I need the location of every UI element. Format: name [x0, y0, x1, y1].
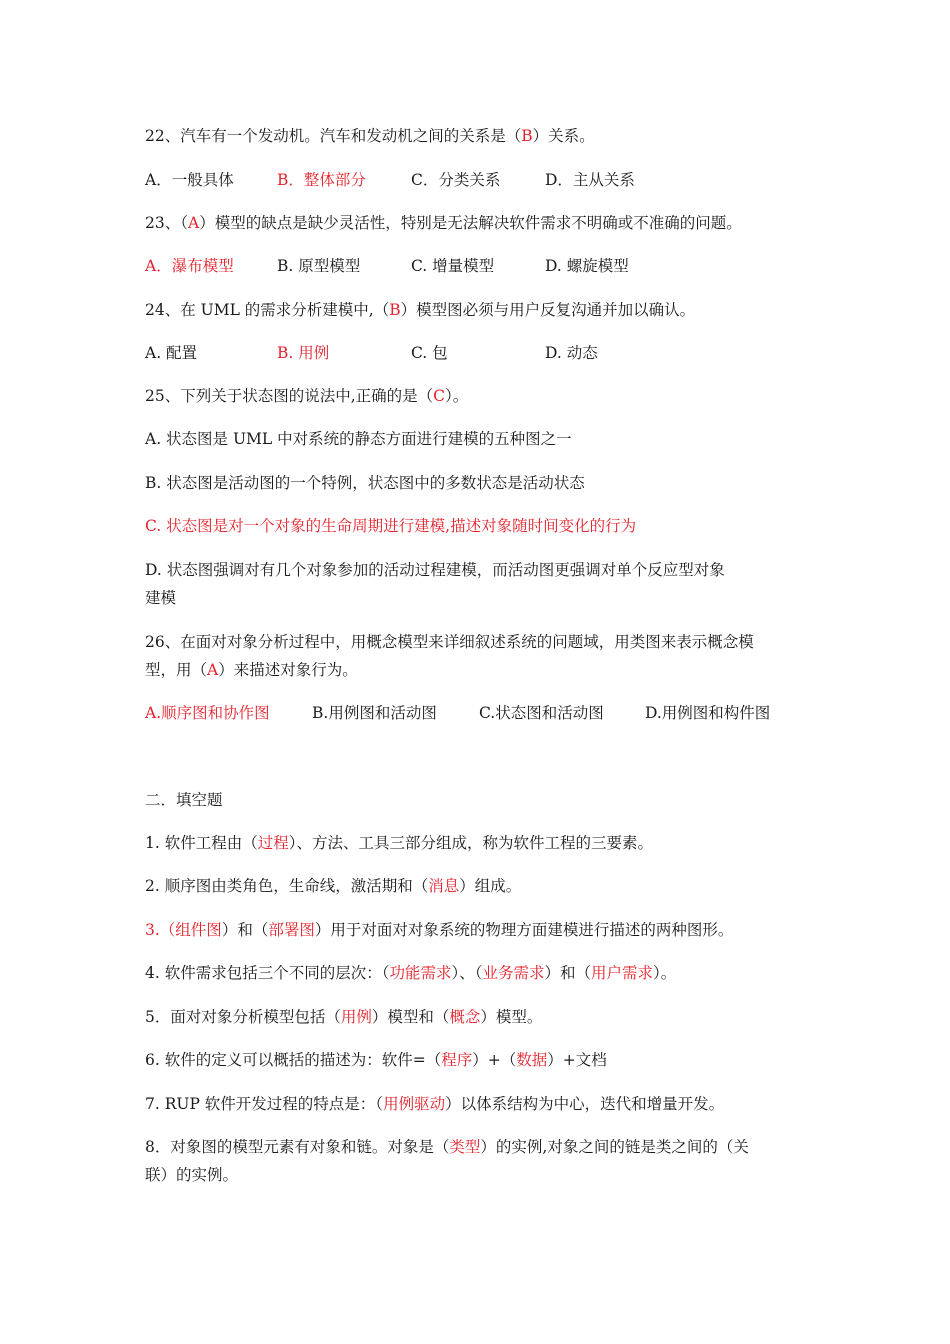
option-24-d: D. 动态: [545, 344, 598, 362]
option-26-d: D.用例图和构件图: [645, 704, 771, 722]
option-23-b: B. 原型模型: [277, 257, 361, 275]
option-24-b: B. 用例: [277, 344, 330, 362]
question-25: 25、下列关于状态图的说法中,正确的是（C）。: [145, 387, 469, 405]
answer-26: A: [207, 661, 219, 679]
question-26-line2: 型，用（A）来描述对象行为。: [145, 661, 358, 679]
answer-24: B: [389, 301, 401, 319]
option-22-a: A．一般具体: [145, 171, 234, 189]
option-26-a: A.顺序图和协作图: [145, 704, 270, 722]
option-25-b: B. 状态图是活动图的一个特例，状态图中的多数状态是活动状态: [145, 474, 585, 492]
fill-item-6: 6. 软件的定义可以概括的描述为：软件=（程序）+（数据）+文档: [145, 1051, 607, 1069]
section-title-fill-in: 二．填空题: [145, 791, 223, 809]
fill-item-4: 4. 软件需求包括三个不同的层次：（功能需求）、（业务需求）和（用户需求）。: [145, 964, 677, 982]
answer-25: C: [433, 387, 446, 405]
question-23: 23、（A）模型的缺点是缺少灵活性，特别是无法解决软件需求不明确或不准确的问题。: [145, 214, 742, 232]
option-24-c: C. 包: [411, 344, 448, 362]
option-23-c: C. 增量模型: [411, 257, 495, 275]
option-24-a: A. 配置: [145, 344, 198, 362]
question-26-line1: 26、在面对对象分析过程中，用概念模型来详细叙述系统的问题域，用类图来表示概念模: [145, 633, 754, 651]
answer-23: A: [187, 214, 200, 232]
fill-item-8-line1: 8．对象图的模型元素有对象和链。对象是（类型）的实例,对象之间的链是类之间的（关: [145, 1138, 749, 1156]
fill-item-8-line2: 联）的实例。: [145, 1166, 239, 1184]
option-25-d-line2: 建模: [145, 589, 177, 607]
option-23-a: A．瀑布模型: [145, 257, 234, 275]
option-25-a: A. 状态图是 UML 中对系统的静态方面进行建模的五种图之一: [145, 430, 572, 448]
option-22-c: C．分类关系: [411, 171, 501, 189]
option-22-b: B．整体部分: [277, 171, 366, 189]
answer-22: B: [521, 127, 533, 145]
question-24: 24、在 UML 的需求分析建模中,（B）模型图必须与用户反复沟通并加以确认。: [145, 301, 696, 319]
fill-item-2: 2. 顺序图由类角色，生命线，激活期和（消息）组成。: [145, 877, 522, 895]
option-26-c: C.状态图和活动图: [479, 704, 604, 722]
option-25-c: C. 状态图是对一个对象的生命周期进行建模,描述对象随时间变化的行为: [145, 517, 637, 535]
option-22-d: D．主从关系: [545, 171, 635, 189]
fill-item-3: 3.（组件图）和（部署图）用于对面对对象系统的物理方面建模进行描述的两种图形。: [145, 921, 734, 939]
fill-item-5: 5．面对对象分析模型包括（用例）模型和（概念）模型。: [145, 1008, 543, 1026]
question-22: 22、汽车有一个发动机。汽车和发动机之间的关系是（B）关系。: [145, 127, 595, 145]
option-26-b: B.用例图和活动图: [312, 704, 437, 722]
fill-item-1: 1. 软件工程由（过程）、方法、工具三部分组成，称为软件工程的三要素。: [145, 834, 653, 852]
option-25-d-line1: D. 状态图强调对有几个对象参加的活动过程建模，而活动图更强调对单个反应型对象: [145, 561, 725, 579]
option-23-d: D. 螺旋模型: [545, 257, 629, 275]
fill-item-7: 7. RUP 软件开发过程的特点是：（用例驱动）以体系结构为中心，迭代和增量开发。: [145, 1095, 725, 1113]
